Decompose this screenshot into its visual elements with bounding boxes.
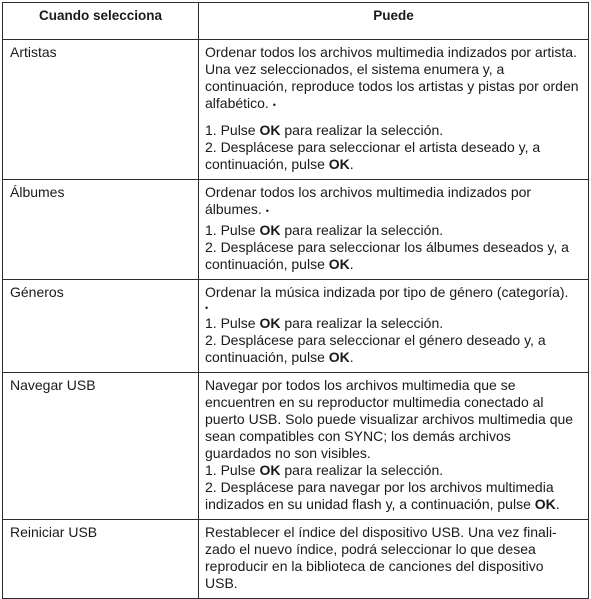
key-label: OK: [259, 122, 281, 138]
row-action-cell: [199, 180, 589, 280]
table-row: [3, 40, 589, 180]
row-selection-label: Navegar USB: [3, 373, 199, 520]
row-description: Ordenar la música indizada por tipo de género (categoría).: [205, 284, 569, 300]
key-label: OK: [259, 462, 281, 478]
media-selection-table: [2, 2, 589, 599]
row-action-cell: [199, 520, 589, 599]
step-text: 2. Desplácese para navegar por los archivos multimedia indizados en su unidad flash y, a continuación, pulse: [205, 479, 554, 512]
row-step-1: [205, 122, 580, 139]
step-text: 2. Desplácese para seleccionar los álbumes deseados y, a continuación, pulse: [205, 239, 569, 272]
row-action-cell: [199, 280, 589, 373]
key-label: OK: [534, 496, 556, 512]
step-text: .: [349, 256, 354, 272]
row-selection-label: Reiniciar USB: [3, 520, 199, 599]
key-label: OK: [328, 156, 350, 172]
row-description: Navegar por todos los archivos multimedia que se encuentren en su reproductor multimedia conectado al puerto USB. Solo puede visualizar archivos multimedia que sean compatibles con SYNC; los demás archivos guardados no son visibles.: [205, 377, 574, 461]
column-header-selection: Cuando selecciona: [3, 3, 199, 40]
key-label: OK: [259, 315, 281, 331]
step-text: .: [555, 496, 560, 512]
step-text: 2. Desplácese para seleccionar el artista deseado y, a continuación, pulse: [205, 139, 541, 172]
step-text: .: [349, 156, 354, 172]
column-header-action: Puede: [199, 3, 589, 40]
row-step-2: [205, 332, 580, 366]
step-text: para realizar la selección.: [280, 122, 444, 138]
step-text: para realizar la selección.: [280, 462, 444, 478]
row-description: Restablecer el índice del dispositivo USB. Una vez finali-zado el nuevo índice, podrá seleccionar lo que desea reproducir en la biblioteca de canciones del dispositivo USB.: [205, 524, 557, 591]
step-text: .: [349, 349, 354, 365]
row-action-cell: [199, 373, 589, 520]
row-description-text: Ordenar todos los archivos multimedia indizados por álbumes.: [205, 184, 532, 217]
step-text: para realizar la selección.: [280, 222, 444, 238]
table-row: [3, 280, 589, 373]
key-label: OK: [328, 256, 350, 272]
row-step-2: [205, 479, 580, 513]
key-label: OK: [328, 349, 350, 365]
row-selection-label: Géneros: [3, 280, 199, 373]
row-step-1: [205, 222, 580, 239]
row-selection-label: Álbumes: [3, 180, 199, 280]
row-description-text: Ordenar todos los archivos multimedia indizados por artista. Una vez seleccionados, el sistema enumera y, a continuación, reproduce todos los artistas y pistas por orden alfabético.: [205, 44, 579, 111]
table-row: [3, 180, 589, 280]
step-text: 2. Desplácese para seleccionar el género deseado y, a continuación, pulse: [205, 332, 546, 365]
step-text: 1. Pulse: [205, 122, 260, 138]
row-description: Ordenar todos los archivos multimedia indizados por álbumes. •: [205, 184, 532, 217]
document-page: [2, 2, 588, 599]
table-header-row: [3, 3, 589, 40]
row-action-cell: [199, 40, 589, 180]
row-step-2: [205, 239, 580, 273]
row-step-1: [205, 315, 580, 332]
step-text: para realizar la selección.: [280, 315, 444, 331]
step-text: 1. Pulse: [205, 462, 260, 478]
row-description: Ordenar todos los archivos multimedia indizados por artista. Una vez seleccionados, el sistema enumera y, a continuación, reproduce todos los artistas y pistas por orden alfabético. •: [205, 44, 579, 111]
step-text: 1. Pulse: [205, 222, 260, 238]
key-label: OK: [259, 222, 281, 238]
table-row: [3, 373, 589, 520]
bullet-dot: •: [205, 303, 209, 313]
step-text: 1. Pulse: [205, 315, 260, 331]
row-step-1: [205, 462, 580, 479]
row-step-2: [205, 139, 580, 173]
row-selection-label: Artistas: [3, 40, 199, 180]
table-row: [3, 520, 589, 599]
